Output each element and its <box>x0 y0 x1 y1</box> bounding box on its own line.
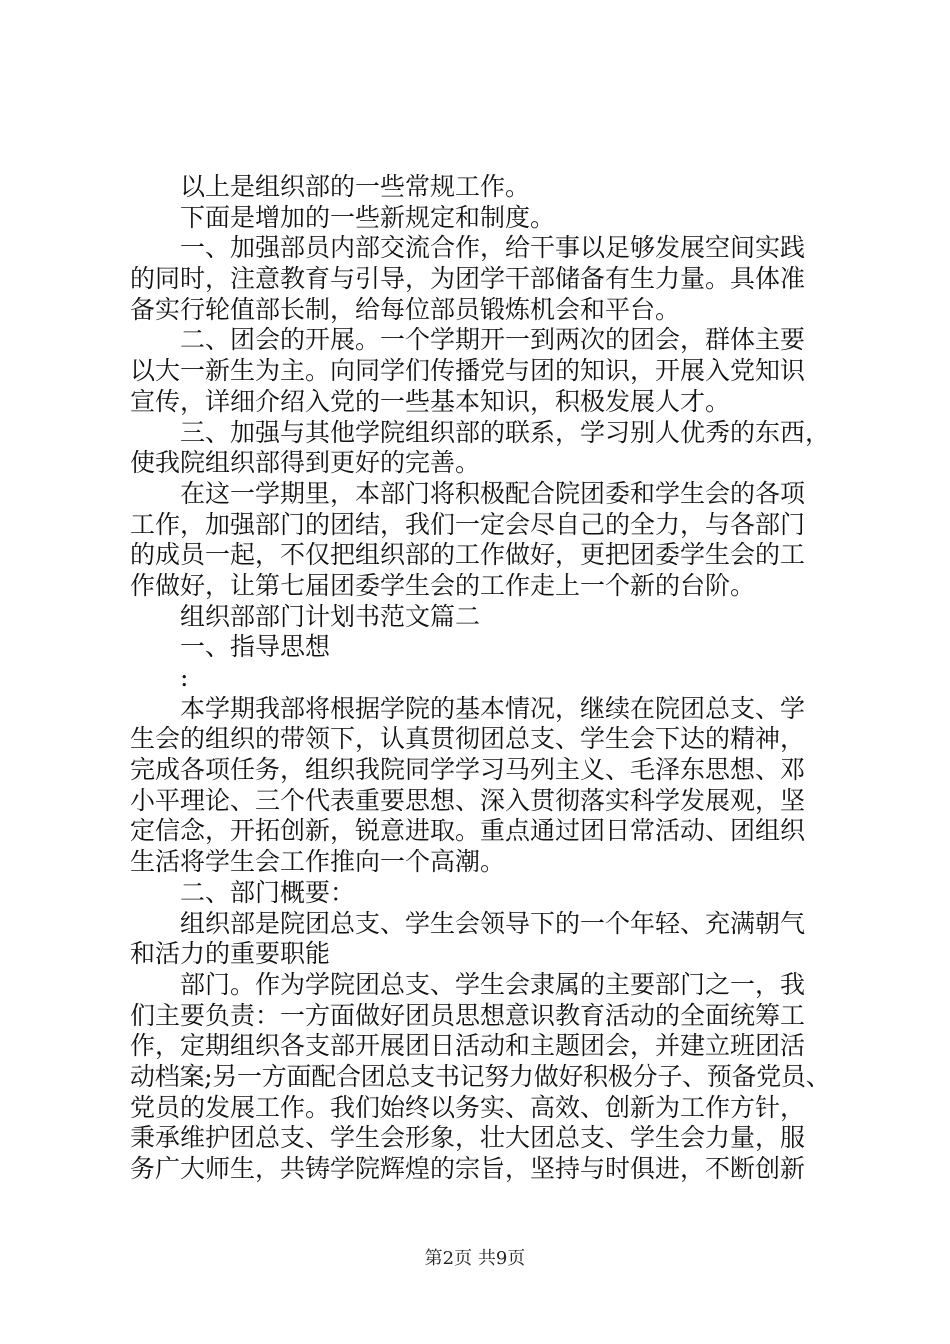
text-line: 一、加强部员内部交流合作，给干事以足够发展空间实践 <box>180 233 806 263</box>
text-line: 本学期我部将根据学院的基本情况，继续在院团总支、学 <box>180 693 806 723</box>
text-line: 工作，加强部门的团结，我们一定会尽自己的全力，与各部门 <box>130 509 806 539</box>
text-line: 生会的组织的带领下，认真贯彻团总支、学生会下达的精神， <box>130 724 806 754</box>
text-line: 的成员一起，不仅把组织部的工作做好，更把团委学生会的工 <box>130 540 806 570</box>
text-line: 党员的发展工作。我们始终以务实、高效、创新为工作方针， <box>130 1092 806 1122</box>
text-line: 组织部部门计划书范文篇二 <box>180 601 481 631</box>
text-line: 小平理论、三个代表重要思想、深入贯彻落实科学发展观，坚 <box>130 785 806 815</box>
text-line: 组织部是院团总支、学生会领导下的一个年轻、充满朝气 <box>180 908 806 938</box>
text-line: 二、团会的开展。一个学期开一到两次的团会，群体主要 <box>180 325 806 355</box>
text-line: 二、部门概要： <box>180 877 356 907</box>
text-line: 和活力的重要职能 <box>130 939 331 969</box>
text-line: 备实行轮值部长制，给每位部员锻炼机会和平台。 <box>130 294 681 324</box>
text-line: 使我院组织部得到更好的完善。 <box>130 448 481 478</box>
text-line: 作做好，让第七届团委学生会的工作走上一个新的台阶。 <box>130 570 756 600</box>
text-line: 宣传，详细介绍入党的一些基本知识，积极发展人才。 <box>130 386 731 416</box>
text-line: 作，定期组织各支部开展团日活动和主题团会，并建立班团活 <box>130 1031 806 1061</box>
text-line: 秉承维护团总支、学生会形象，壮大团总支、学生会力量，服 <box>130 1123 806 1153</box>
text-line: 以上是组织部的一些常规工作。 <box>180 172 531 201</box>
text-line: 部门。作为学院团总支、学生会隶属的主要部门之一，我 <box>180 969 806 999</box>
text-line: 动档案;另一方面配合团总支书记努力做好积极分子、预备党员、 <box>130 1061 831 1091</box>
text-line: 在这一学期里，本部门将积极配合院团委和学生会的各项 <box>180 478 806 508</box>
text-line: 的同时，注意教育与引导，为团学干部储备有生力量。具体准 <box>130 264 806 294</box>
text-line: 们主要负责：一方面做好团员思想意识教育活动的全面统筹工 <box>130 1000 806 1030</box>
text-line: : <box>180 663 189 692</box>
text-line: 完成各项任务，组织我院同学学习马列主义、毛泽东思想、邓 <box>130 755 806 785</box>
text-line: 定信念，开拓创新，锐意进取。重点通过团日常活动、团组织 <box>130 816 806 846</box>
page-footer: 第2页 共9页 <box>424 1248 526 1269</box>
text-line: 三、加强与其他学院组织部的联系，学习别人优秀的东西， <box>180 417 831 447</box>
body-text <box>130 172 830 1185</box>
text-line: 下面是增加的一些新规定和制度。 <box>180 202 556 232</box>
text-line: 务广大师生，共铸学院辉煌的宗旨，坚持与时俱进，不断创新 <box>130 1154 806 1183</box>
text-line: 生活将学生会工作推向一个高潮。 <box>130 847 506 877</box>
text-line: 一、指导思想 <box>180 632 331 662</box>
text-line: 以大一新生为主。向同学们传播党与团的知识，开展入党知识 <box>130 356 806 386</box>
